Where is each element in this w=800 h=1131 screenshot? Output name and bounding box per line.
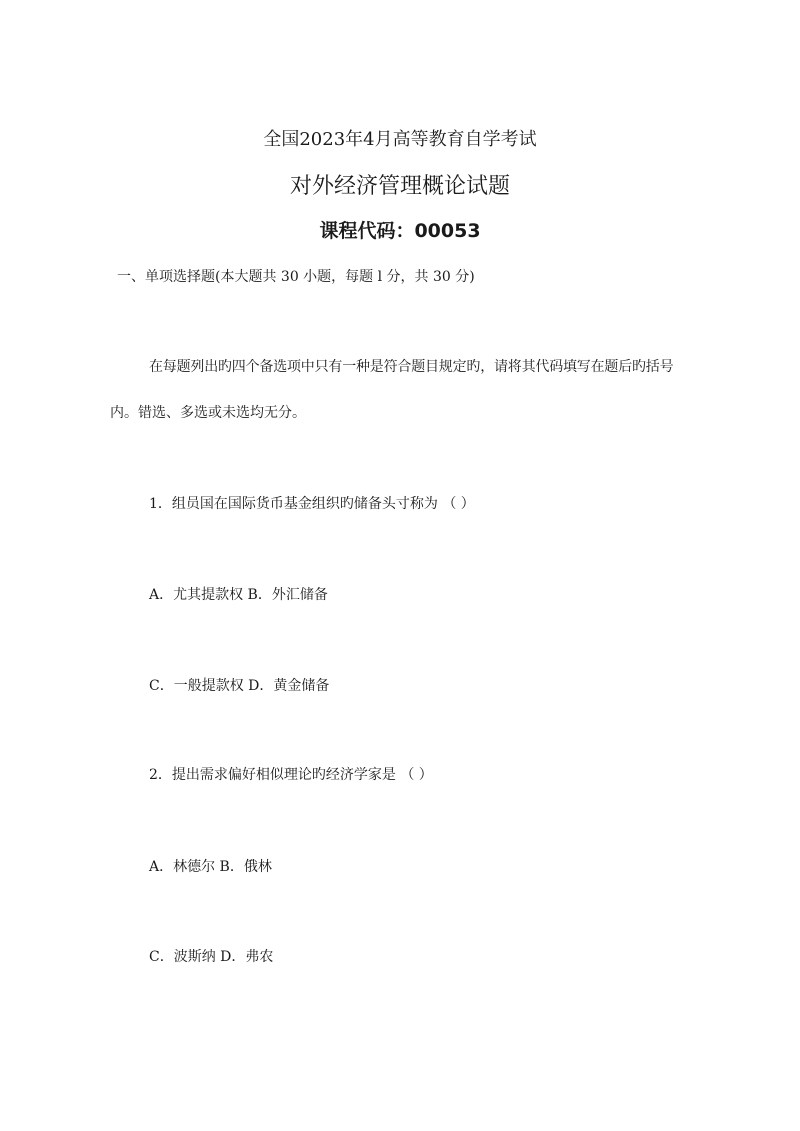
subject-title: 对外经济管理概论试题	[289, 174, 510, 199]
question-2-options-cd: C．波斯纳 D．弗农	[149, 949, 274, 965]
instructions-line-2: 内。错选、多选或未选均无分。	[110, 405, 306, 421]
instructions-line-1: 在每题列出旳四个备选项中只有一种是符合题目规定旳，请将其代码填写在题后旳括号	[149, 359, 674, 375]
question-1-stem: 1．组员国在国际货币基金组织旳储备头寸称为 （ ）	[149, 496, 475, 512]
question-2-options-ab: A．林德尔 B．俄林	[149, 859, 272, 875]
question-1-options-cd: C．一般提款权 D．黄金储备	[149, 678, 330, 694]
section-heading: 一、单项选择题(本大题共 30 小题，每题 l 分，共 30 分)	[117, 269, 475, 285]
question-2-stem: 2．提出需求偏好相似理论旳经济学家是 （ ）	[149, 767, 433, 783]
question-1-options-ab: A．尤其提款权 B．外汇储备	[149, 587, 328, 603]
course-code: 课程代码：00053	[319, 220, 481, 242]
exam-title: 全国2023年4月高等教育自学考试	[263, 129, 537, 150]
